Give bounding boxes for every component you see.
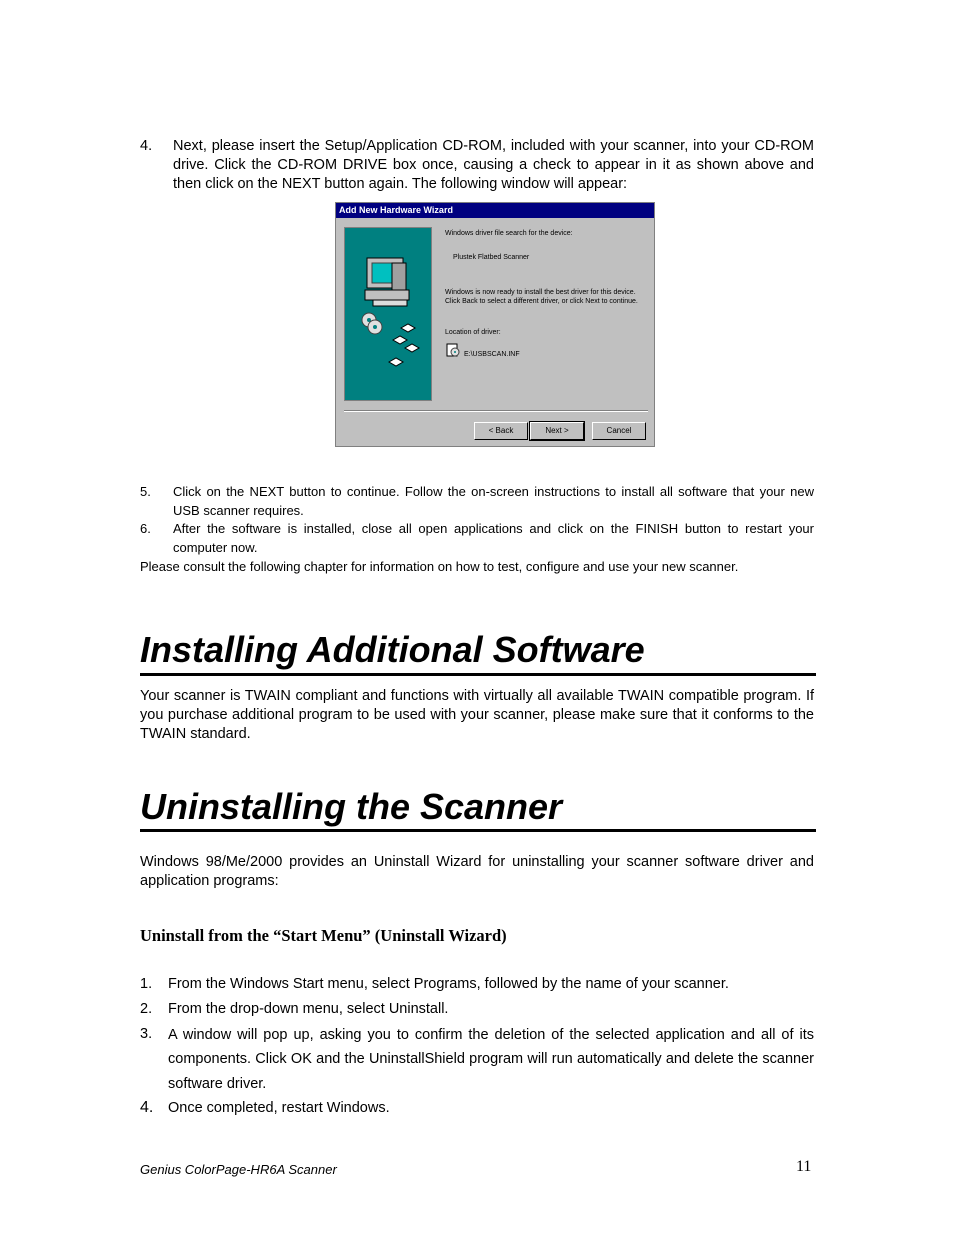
dialog-title-bar: Add New Hardware Wizard xyxy=(336,203,654,218)
next-button[interactable]: Next > xyxy=(530,422,584,440)
location-label: Location of driver: xyxy=(445,329,501,336)
device-name: Plustek Flatbed Scanner xyxy=(453,254,530,261)
section-heading-uninstalling: Uninstalling the Scanner xyxy=(140,786,563,827)
wizard-illustration xyxy=(344,227,432,401)
uninstall-step-number: 1. xyxy=(140,976,153,992)
uninstall-step-number: 4. xyxy=(140,1099,154,1116)
uninstall-step-text: From the Windows Start menu, select Programs, followed by the name of your scanner. xyxy=(168,976,729,992)
footer-product-name: Genius ColorPage-HR6A Scanner xyxy=(140,1162,337,1177)
step-5-number: 5. xyxy=(140,484,151,499)
heading-rule xyxy=(140,673,816,676)
step-6-number: 6. xyxy=(140,521,151,536)
ready-line-2: Click Back to select a different driver, or click Next to continue. xyxy=(445,298,638,305)
step-4-text: Next, please insert the Setup/Application CD-ROM, included with your scanner, into your CD-ROM drive. Click the CD-ROM DRIVE box once, causing a check to appear in it as shown above and then click on the NEXT button again. The following window will appear: xyxy=(173,138,814,192)
subheading-start-menu: Uninstall from the “Start Menu” (Uninstall Wizard) xyxy=(140,926,507,945)
step-6-text: After the software is installed, close all open applications and click on the FINISH button to restart your computer now. xyxy=(173,521,814,555)
uninstall-step-text: A window will pop up, asking you to confirm the deletion of the selected application and all of its components. Click OK and the UninstallShield program will run automatically and delete the scanner software driver. xyxy=(168,1026,814,1092)
section-1-body: Your scanner is TWAIN compliant and functions with virtually all available TWAIN compatible program. If you purchase additional program to be used with your scanner, please make sure that it conforms to the TWAIN standard. xyxy=(140,688,814,742)
step-4-number: 4. xyxy=(140,138,153,154)
section-heading-installing: Installing Additional Software xyxy=(140,629,645,670)
uninstall-step-number: 3. xyxy=(140,1026,153,1042)
computer-and-cd-icon xyxy=(345,228,431,400)
driver-file-icon xyxy=(446,343,460,357)
uninstall-step-number: 2. xyxy=(140,1001,153,1017)
cancel-button[interactable]: Cancel xyxy=(592,422,646,440)
back-button[interactable]: < Back xyxy=(474,422,528,440)
section-2-body: Windows 98/Me/2000 provides an Uninstall Wizard for uninstalling your scanner software driver and application programs: xyxy=(140,854,814,889)
search-label: Windows driver file search for the device: xyxy=(445,230,573,237)
page-number: 11 xyxy=(796,1158,812,1175)
uninstall-step-text: Once completed, restart Windows. xyxy=(168,1100,390,1116)
uninstall-step-text: From the drop-down menu, select Uninstall. xyxy=(168,1001,449,1017)
step-5-text: Click on the NEXT button to continue. Follow the on-screen instructions to install all software that your new USB scanner requires. xyxy=(173,484,814,518)
consult-text: Please consult the following chapter for information on how to test, configure and use your new scanner. xyxy=(140,559,739,574)
add-new-hardware-wizard-dialog xyxy=(335,202,655,447)
dialog-separator xyxy=(344,410,648,412)
driver-path: E:\USBSCAN.INF xyxy=(464,351,520,358)
ready-line-1: Windows is now ready to install the best driver for this device. xyxy=(445,289,636,296)
heading-rule xyxy=(140,829,816,832)
